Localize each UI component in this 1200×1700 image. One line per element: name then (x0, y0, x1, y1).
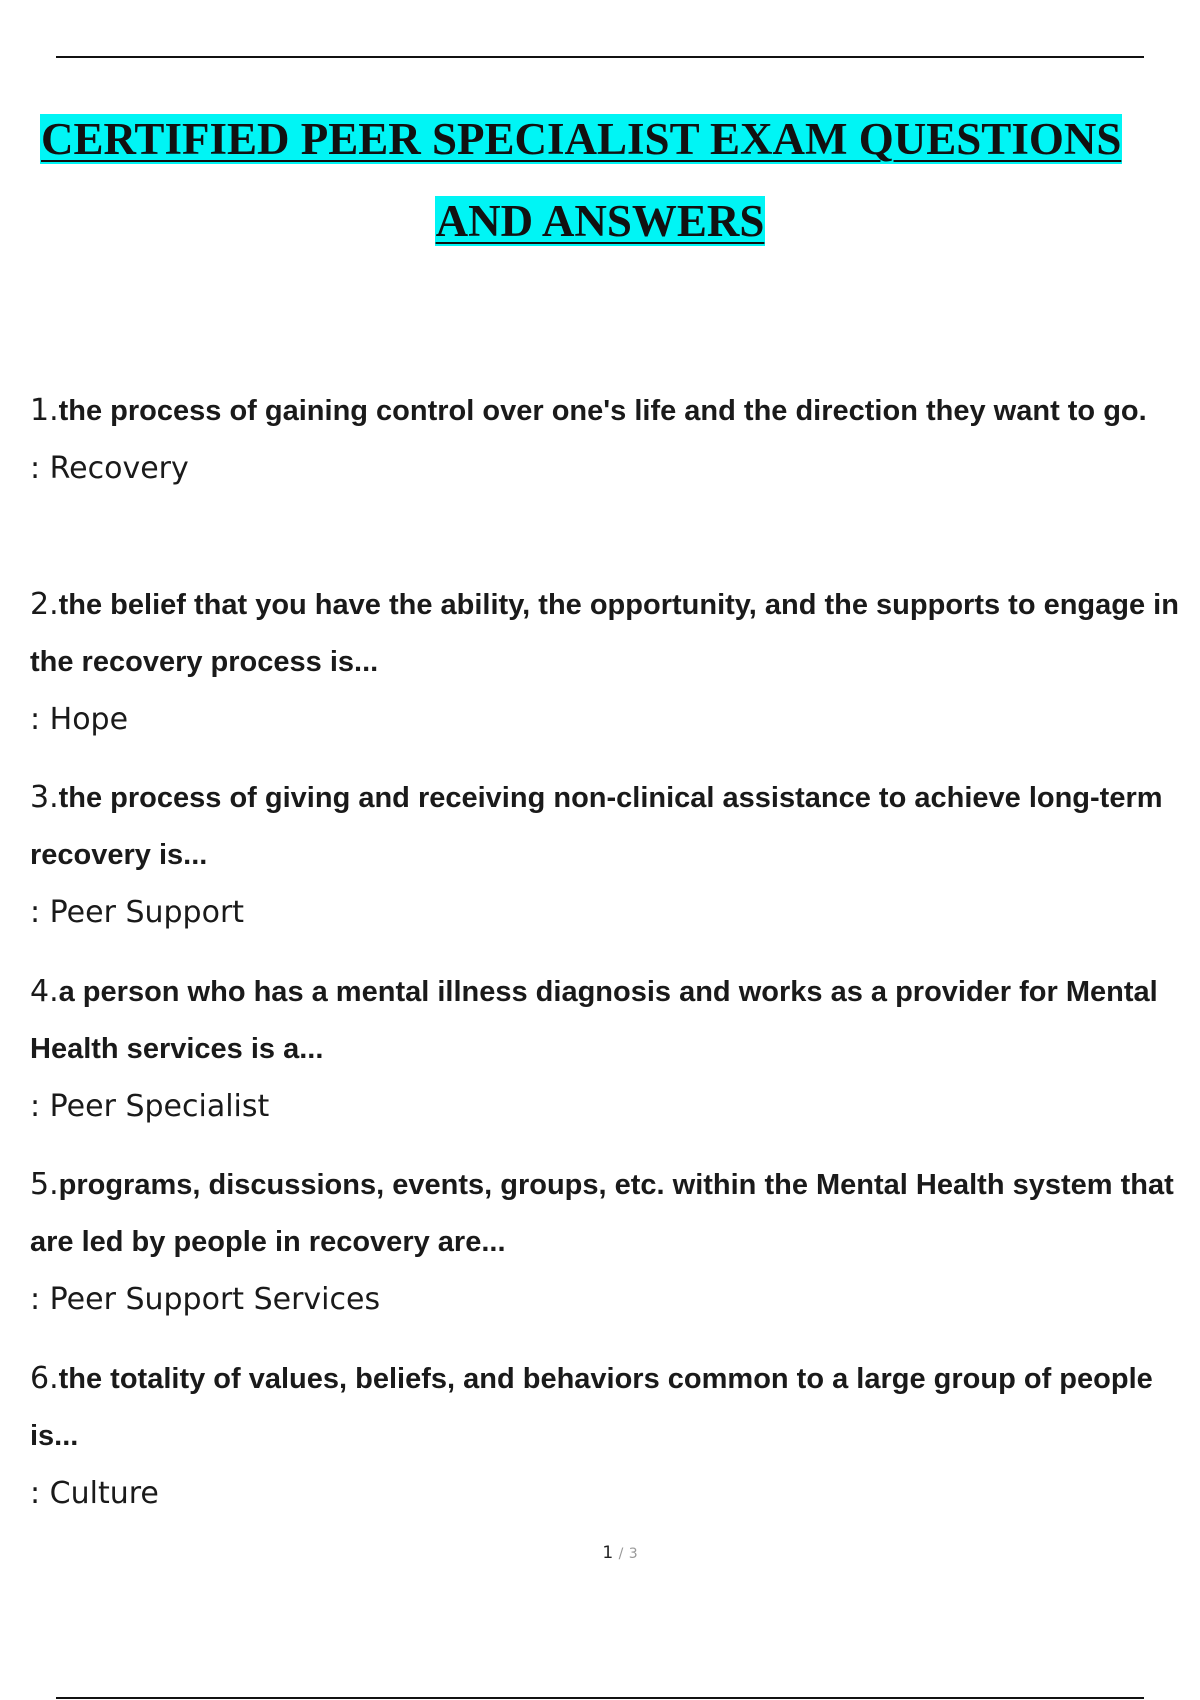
question-number: 4. (30, 973, 59, 1009)
qa-item-3 (30, 769, 1180, 963)
question-6 (30, 1350, 1180, 1464)
qa-item-4 (30, 963, 1180, 1157)
qa-item-2 (30, 576, 1180, 770)
question-4 (30, 963, 1180, 1077)
title-line-1: CERTIFIED PEER SPECIALIST EXAM QUESTIONS (41, 114, 1122, 164)
top-divider (56, 56, 1144, 58)
answer-3: : Peer Support (30, 895, 245, 930)
question-number: 6. (30, 1360, 59, 1396)
question-text: the belief that you have the ability, the opportunity, and the supports to engage in the recovery process is... (30, 588, 1179, 678)
answer-1: : Recovery (30, 451, 189, 486)
page-number (0, 1543, 1200, 1563)
question-number: 5. (30, 1167, 59, 1202)
page-total: 3 (628, 1546, 638, 1562)
qa-item-6 (30, 1350, 1180, 1544)
question-1 (30, 382, 1180, 439)
question-number: 1. (30, 393, 59, 428)
qa-item-5 (30, 1156, 1180, 1350)
answer-2: : Hope (30, 701, 129, 737)
question-2 (30, 576, 1180, 690)
question-text: the totality of values, beliefs, and behaviors common to a large group of people is... (30, 1362, 1153, 1452)
page-separator: / (618, 1546, 624, 1562)
bottom-divider (56, 1697, 1144, 1699)
question-text: a person who has a mental illness diagnosis and works as a provider for Mental Health services is a... (30, 975, 1158, 1065)
question-text: the process of gaining control over one's life and the direction they want to go. (58, 395, 1147, 427)
page-current: 1 (602, 1543, 614, 1563)
qa-item-1 (30, 382, 1180, 576)
question-number: 2. (30, 586, 59, 622)
document-title (0, 98, 1200, 262)
question-text: programs, discussions, events, groups, etc. within the Mental Health system that are led by people in recovery are... (30, 1169, 1174, 1258)
question-5 (30, 1156, 1180, 1270)
question-number: 3. (30, 780, 59, 815)
answer-4: : Peer Specialist (30, 1088, 270, 1124)
qa-list (30, 382, 1180, 1543)
question-3 (30, 769, 1180, 883)
title-line-2: AND ANSWERS (435, 196, 765, 246)
answer-5: : Peer Support Services (30, 1282, 381, 1317)
question-text: the process of giving and receiving non-clinical assistance to achieve long-term recovery is... (30, 782, 1163, 871)
answer-6: : Culture (30, 1475, 159, 1511)
